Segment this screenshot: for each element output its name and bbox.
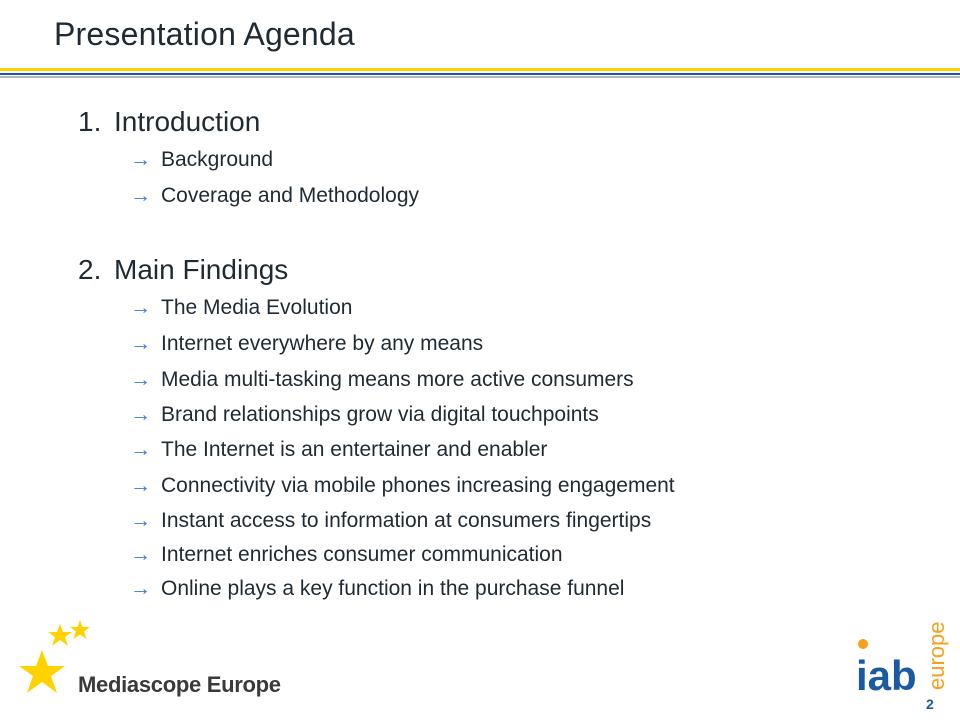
agenda-item-label: Instant access to information at consumers fingertips bbox=[161, 509, 652, 532]
arrow-right-icon: → bbox=[130, 543, 151, 566]
section-number: 1. bbox=[78, 106, 102, 137]
arrow-right-icon: → bbox=[130, 509, 151, 532]
arrow-right-icon: → bbox=[130, 577, 151, 600]
slide-title: Presentation Agenda bbox=[54, 16, 355, 52]
agenda-item-label: The Internet is an entertainer and enabler bbox=[161, 438, 548, 461]
arrow-right-icon: → bbox=[130, 148, 151, 171]
agenda-item-label: Connectivity via mobile phones increasing engagement bbox=[161, 474, 675, 497]
agenda-item-label: Brand relationships grow via digital touchpoints bbox=[161, 403, 599, 426]
arrow-right-icon: → bbox=[130, 184, 151, 207]
agenda-item-label: Background bbox=[161, 148, 274, 171]
section-title: Main Findings bbox=[114, 254, 289, 285]
arrow-right-icon: → bbox=[130, 403, 151, 426]
agenda-item bbox=[130, 148, 273, 172]
agenda-item bbox=[130, 438, 547, 462]
page-number: 2 bbox=[926, 696, 934, 712]
agenda-item-label: Internet enriches consumer communication bbox=[161, 543, 563, 566]
star-icon bbox=[70, 620, 90, 639]
section-heading-main-findings bbox=[78, 254, 288, 286]
agenda-item bbox=[130, 184, 419, 208]
agenda-item-label: Online plays a key function in the purchase funnel bbox=[161, 577, 625, 600]
agenda-item bbox=[130, 543, 563, 567]
arrow-right-icon: → bbox=[130, 438, 151, 461]
iab-europe-logo bbox=[852, 612, 952, 702]
star-icon bbox=[19, 650, 65, 693]
star-icon bbox=[48, 624, 72, 646]
header-rule-blue bbox=[0, 73, 960, 75]
agenda-item bbox=[130, 509, 651, 533]
agenda-item bbox=[130, 332, 483, 356]
agenda-item bbox=[130, 577, 624, 601]
agenda-item bbox=[130, 403, 599, 427]
iab-europe-text: europe bbox=[924, 621, 949, 690]
agenda-item-label: The Media Evolution bbox=[161, 296, 353, 319]
arrow-right-icon: → bbox=[130, 332, 151, 355]
header-rule-yellow bbox=[0, 68, 960, 71]
header-rule-gray bbox=[0, 76, 960, 78]
agenda-item bbox=[130, 474, 675, 498]
section-number: 2. bbox=[78, 254, 102, 285]
agenda-item-label: Internet everywhere by any means bbox=[161, 332, 484, 355]
arrow-right-icon: → bbox=[130, 296, 151, 319]
agenda-item bbox=[130, 368, 634, 392]
agenda-item bbox=[130, 296, 352, 320]
mediascope-logo-text: Mediascope Europe bbox=[78, 672, 281, 697]
agenda-item-label: Media multi-tasking means more active consumers bbox=[161, 368, 634, 391]
arrow-right-icon: → bbox=[130, 474, 151, 497]
arrow-right-icon: → bbox=[130, 368, 151, 391]
iab-dot bbox=[858, 639, 868, 649]
agenda-item-label: Coverage and Methodology bbox=[161, 184, 420, 207]
section-title: Introduction bbox=[114, 106, 261, 137]
iab-logo-text: iab bbox=[856, 652, 917, 699]
section-heading-introduction bbox=[78, 106, 260, 138]
